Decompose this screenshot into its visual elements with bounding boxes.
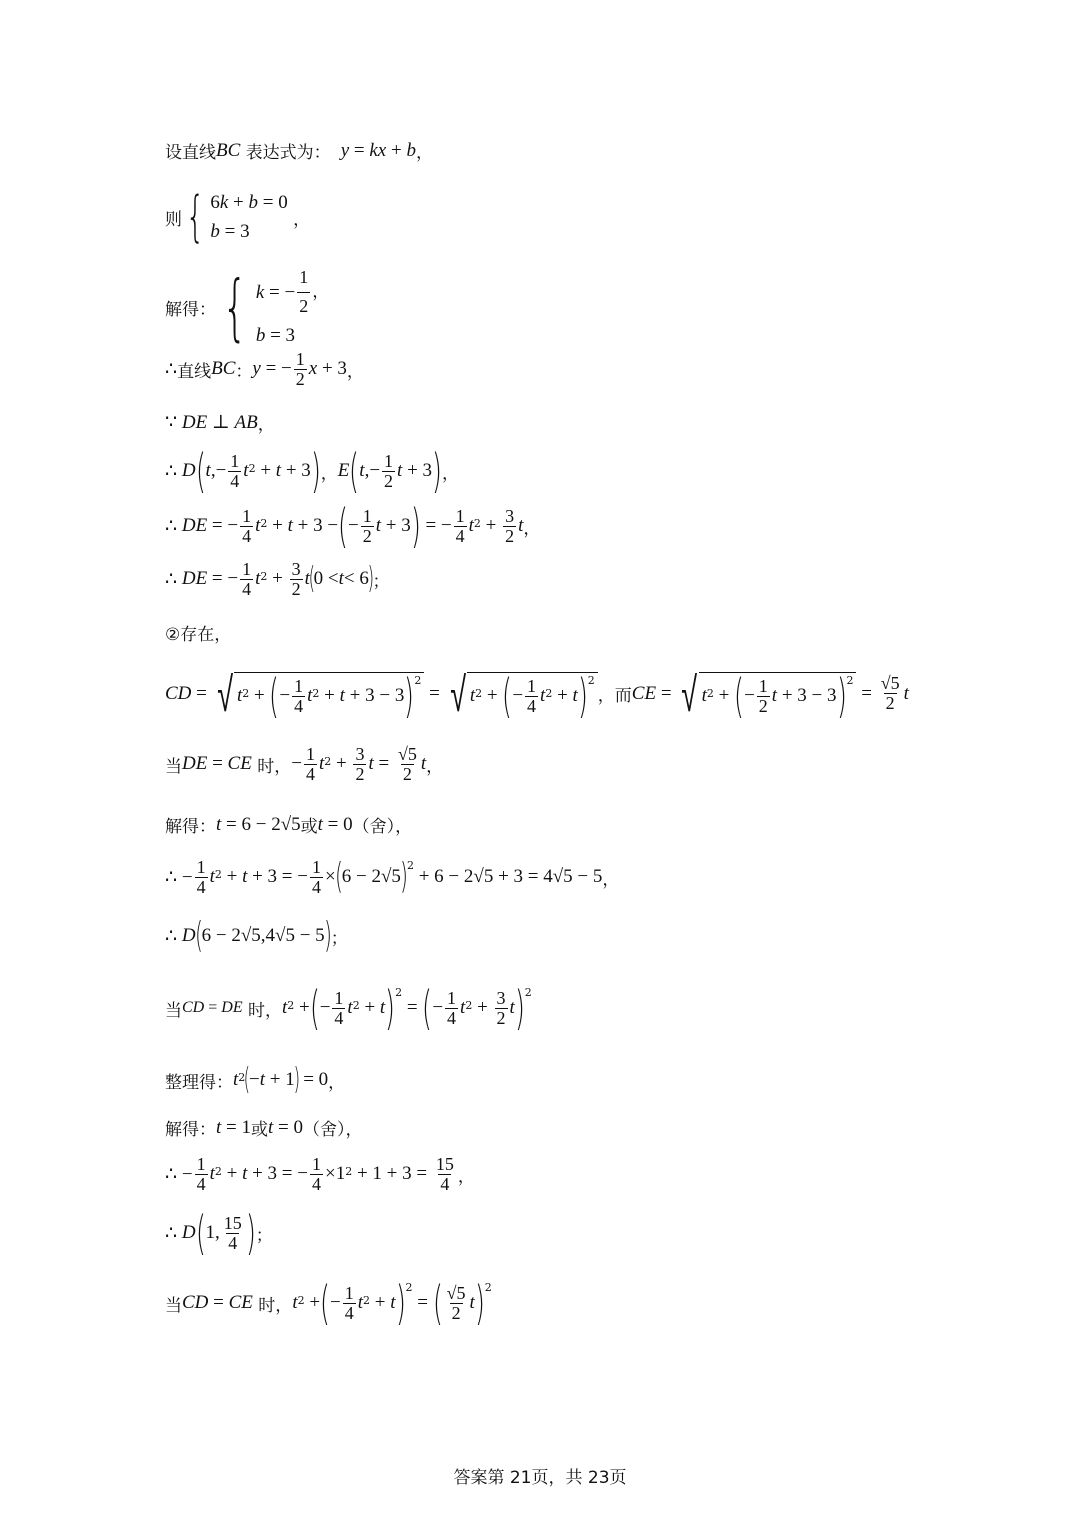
line-9: ②存在， — [165, 625, 232, 645]
line-14: ∴ D ( 6 − 2√5,4√5 − 5 ) ； — [165, 915, 348, 956]
line-19: ∴ D ( 1, $\frac{15}{4}$ ) ； — [165, 1206, 273, 1260]
line-5: ∵ DE ⊥ AB ， — [165, 411, 275, 435]
line-4: ∴ 直线 BC ： y = − $\frac{1}{2}$ x + 3 ， — [165, 349, 364, 389]
line-10: CD = √ t 2 + ( − $\frac{1}{4}$ t 2 + t + 3 − 3 ) 2 = √ t 2 + ( − $\frac{1}{4}$ t 2 + t ) 2 ，而 CE = √ t 2 + ( − $\frac{1}{2}$ t + 3 − 3 ) 2 = $\frac{√5}{2}$ t — [165, 667, 909, 723]
line-13: ∴ − $\frac{1}{4}$ t 2 + t + 3 = − $\frac{1}{4}$ × ( 6 − 2√5 ) 2 + 6 − 2√5 + 3 = 4√5 − 5 ， — [165, 856, 620, 898]
page-footer: 答案第 21页，共 23页 — [453, 1468, 627, 1488]
line-12: 解得： t = 6 − 2√5 或 t = 0 （舍）， — [165, 813, 413, 837]
line-16: 整理得： t 2 ( − t + 1 ) = 0 ， — [165, 1062, 346, 1097]
line-7: ∴ DE = − $\frac{1}{4}$ t 2 + t + 3 − ( − $\frac{1}{2}$ t + 3 ) = − $\frac{1}{4}$ t 2 + $\frac{3}{2}$ t ， — [165, 499, 541, 553]
line-20: 当 CD = CE 时， t 2 + ( − $\frac{1}{4}$ t 2 + t ) 2 = ( $\frac{√5}{2}$ t ) 2 — [165, 1276, 492, 1330]
line-18: ∴ − $\frac{1}{4}$ t 2 + t + 3 = − $\frac{1}{4}$ ×1 2 + 1 + 3 = $\frac{15}{4}$ ， — [165, 1154, 475, 1194]
line-15: 当 CD = DE 时， t 2 + ( − $\frac{1}{4}$ t 2 + t ) 2 = ( − $\frac{1}{4}$ t 2 + $\frac{3}{2}$ t ) 2 — [165, 981, 532, 1035]
line-1: 设直线 BC 表达式为： y = kx + b ， — [165, 139, 433, 163]
line-17: 解得： t = 1 或 t = 0 （舍）， — [165, 1116, 363, 1140]
line-8: ∴ DE = − $\frac{1}{4}$ t 2 + $\frac{3}{2}$ t ( 0 < t < 6 ) ； — [165, 559, 390, 599]
line-6: ∴ D ( t ,− $\frac{1}{4}$ t 2 + t + 3 ) ， E ( t ,− $\frac{1}{2}$ t + 3 ) ， — [165, 444, 459, 498]
line-2: 则 { 6k + b = 0 b = 3 ， — [165, 185, 311, 249]
line-11: 当 DE = CE 时， − $\frac{1}{4}$ t 2 + $\frac{3}{2}$ t = $\frac{√5}{2}$ t ， — [165, 744, 444, 784]
line-3: 解得： { k = − $\frac{1}{2}$ ， b = 3 — [165, 265, 330, 350]
